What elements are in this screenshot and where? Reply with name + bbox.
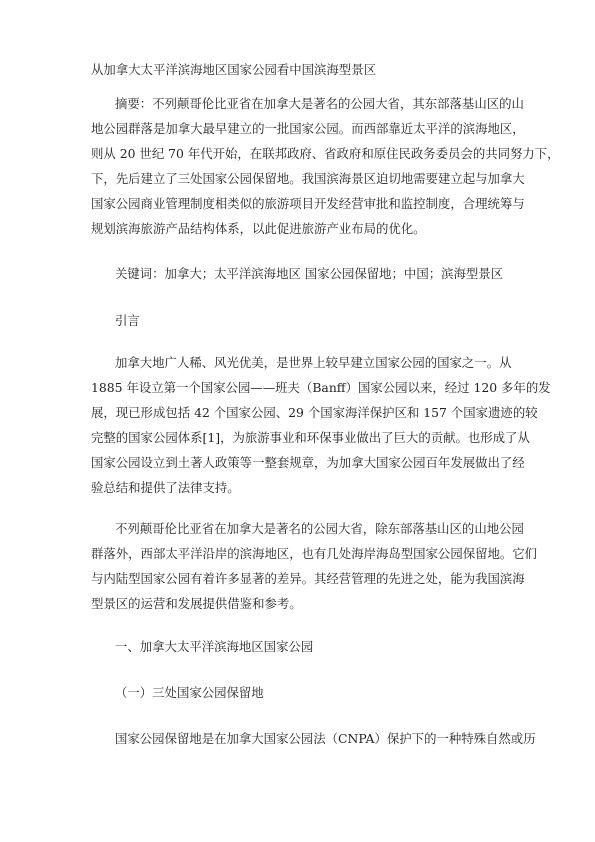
abstract-line: 下，先后建立了三处国家公园保留地。我国滨海景区迫切地需要建立起与加拿大 (91, 171, 525, 186)
abstract-line: 摘要：不列颠哥伦比亚省在加拿大是著名的公园大省，其东部落基山区的山 (115, 96, 524, 111)
paragraph-line: 国家公园保留地是在加拿大国家公园法（CNPA）保护下的一种特殊自然或历 (115, 731, 536, 746)
paragraph-line: 群落外，西部太平洋沿岸的滨海地区，也有几处海岸海岛型国家公园保留地。它们 (91, 546, 538, 561)
abstract-line: 规划滨海旅游产品结构体系，以此促进旅游产业布局的优化。 (91, 221, 426, 236)
document-title: 从加拿大太平洋滨海地区国家公园看中国滨海型景区 (91, 62, 376, 77)
keywords-line: 关键词：加拿大；太平洋滨海地区 国家公园保留地；中国；滨海型景区 (115, 266, 504, 281)
paragraph-line: 国家公园设立到土著人政策等一整套规章，为加拿大国家公园百年发展做出了经 (91, 455, 525, 470)
paragraph-line: 型景区的运营和发展提供借鉴和参考。 (91, 596, 302, 611)
abstract-line: 地公园群落是加拿大最早建立的一批国家公园。而西部靠近太平洋的滨海地区， (91, 121, 525, 136)
paragraph-line: 展，现已形成包括 42 个国家公园、29 个国家海洋保护区和 157 个国家遗迹的较 (91, 405, 538, 420)
intro-heading: 引言 (115, 313, 140, 328)
abstract-line: 国家公园商业管理制度相类似的旅游项目开发经营审批和监控制度，合理统筹与 (91, 196, 525, 211)
paragraph-line: 与内陆型国家公园有着许多显著的差异。其经营管理的先进之处，能为我国滨海 (91, 571, 525, 586)
subsection-heading: （一）三处国家公园保留地 (115, 685, 264, 700)
paragraph-line: 加拿大地广人稀、风光优美，是世界上较早建立国家公园的国家之一。从 (115, 355, 512, 370)
paragraph-line: 1885 年设立第一个国家公园——班夫（Banff）国家公园以来，经过 120 多年的发 (91, 380, 551, 395)
section-heading: 一、加拿大太平洋滨海地区国家公园 (115, 639, 314, 654)
paragraph-line: 不列颠哥伦比亚省在加拿大是著名的公园大省，除东部落基山区的山地公园 (115, 521, 524, 536)
paragraph-line: 验总结和提供了法律支持。 (91, 480, 240, 495)
abstract-line: 则从 20 世纪 70 年代开始，在联邦政府、省政府和原住民政务委员会的共同努力下， (91, 146, 560, 161)
paragraph-line: 完整的国家公园体系[1]，为旅游事业和环保事业做出了巨大的贡献。也形成了从 (91, 430, 530, 445)
